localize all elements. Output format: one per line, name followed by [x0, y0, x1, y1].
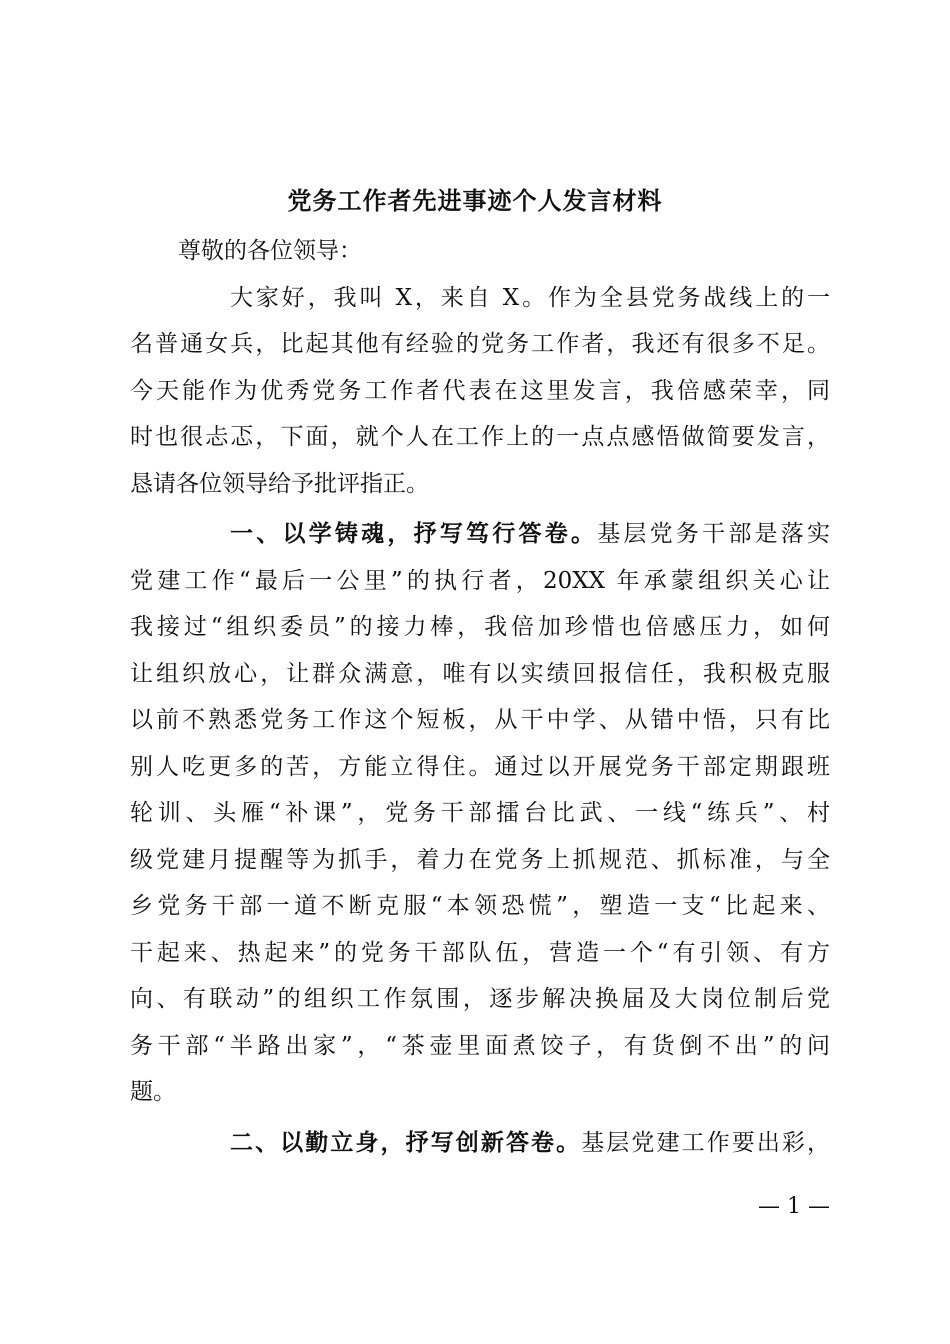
salutation: 尊敬的各位领导： [178, 238, 362, 264]
section1-first-line-text: 基层党务干部是落实 [597, 521, 830, 547]
section1-line: 以前不熟悉党务工作这个短板，从干中学、从错中悟，只有比 [130, 707, 830, 733]
document-body [130, 228, 830, 1166]
section2-first-line [130, 1120, 830, 1167]
intro-line: 名普通女兵，比起其他有经验的党务工作者，我还有很多不足。 [130, 331, 830, 357]
document-title: 党务工作者先进事迹个人发言材料 [287, 186, 663, 215]
section1-line: 乡党务干部一道不断克服“本领恐慌”，塑造一支“比起来、 [130, 893, 830, 919]
intro-line: 时也很忐忑，下面，就个人在工作上的一点点感悟做简要发言， [130, 424, 830, 450]
section1-line: 让组织放心，让群众满意，唯有以实绩回报信任，我积极克服 [130, 660, 830, 687]
section2-heading: 二、以勤立身，抒写创新答卷。 [230, 1128, 582, 1156]
intro-line: 大家好，我叫 X，来自 X。作为全县党务战线上的一 [230, 284, 830, 311]
section1-line: 党建工作“最后一公里”的执行者，20XX 年承蒙组织关心让 [130, 567, 830, 594]
section1-line: 题。 [130, 1079, 176, 1105]
section2-first-line-text: 基层党建工作要出彩， [581, 1129, 830, 1156]
section1-line: 级党建月提醒等为抓手，着力在党务上抓规范、抓标准，与全 [130, 846, 830, 873]
section1-line: 我接过“组织委员”的接力棒，我倍加珍惜也倍感压力，如何 [130, 614, 830, 640]
section1-first-line [130, 511, 830, 558]
section1-heading: 一、以学铸魂，抒写笃行答卷。 [230, 520, 598, 547]
section1-line: 轮训、头雁“补课”，党务干部擂台比武、一线“练兵”、村 [130, 800, 830, 826]
intro-line: 今天能作为优秀党务工作者代表在这里发言，我倍感荣幸，同 [130, 377, 830, 404]
section1-line: 务干部“半路出家”，“茶壶里面煮饺子，有货倒不出”的问 [130, 1032, 830, 1059]
section1-line: 别人吃更多的苦，方能立得住。通过以开展党务干部定期跟班 [130, 753, 830, 780]
intro-line: 恳请各位领导给予批评指正。 [130, 470, 429, 497]
page-number: — 1 — [758, 1194, 830, 1219]
section1-line: 向、有联动”的组织工作氛围，逐步解决换届及大岗位制后党 [130, 986, 830, 1012]
section1-line: 干起来、热起来”的党务干部队伍，营造一个“有引领、有方 [130, 939, 830, 966]
